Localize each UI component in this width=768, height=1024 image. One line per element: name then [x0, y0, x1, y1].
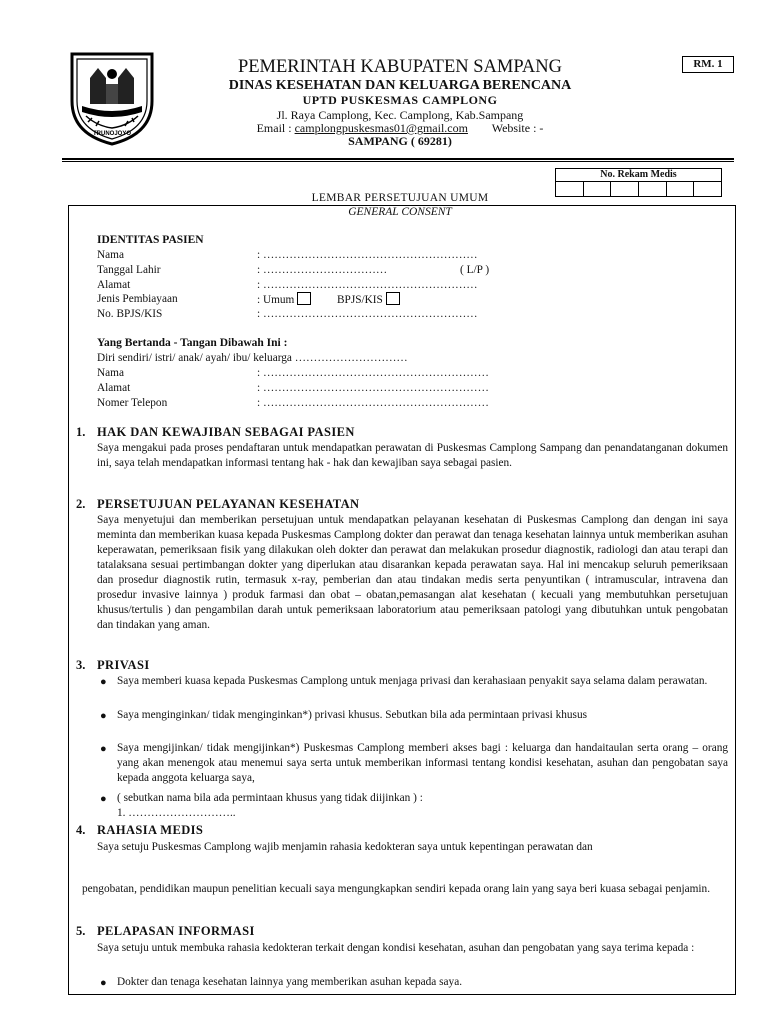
seal-text: TRUNOJOYO: [92, 131, 132, 137]
record-digit-box[interactable]: [694, 182, 721, 196]
privacy-list-line[interactable]: 1. ………………………..: [117, 807, 236, 819]
identity-field-address[interactable]: : …………………………………………………: [257, 279, 478, 291]
rm-badge: RM. 1: [682, 56, 734, 73]
identity-label-address: Alamat: [97, 279, 131, 291]
section-4-number: 4.: [76, 823, 86, 837]
section-4-text: Saya setuju Puskesmas Camplong wajib menjamin rahasia kedokteran saya untuk kepentingan perawatan dan: [97, 841, 593, 853]
medical-record-number-box: [555, 168, 722, 197]
payment-umum-label: : Umum: [257, 294, 295, 306]
government-name: PEMERINTAH KABUPATEN SAMPANG: [237, 57, 563, 77]
identity-label-name: Nama: [97, 249, 124, 261]
bullet-icon: ●: [100, 977, 107, 989]
identity-field-name[interactable]: : …………………………………………………: [257, 249, 478, 261]
section-2-number: 2.: [76, 497, 86, 511]
email-link[interactable]: camplongpuskesmas01@gmail.com: [294, 121, 468, 135]
section-5-number: 5.: [76, 924, 86, 938]
payment-bpjs-label: BPJS/KIS: [337, 294, 383, 306]
signer-field-name[interactable]: : ……………………………………………………: [257, 367, 489, 379]
release-item-1: Dokter dan tenaga kesehatan lainnya yang memberikan asuhan kepada saya.: [117, 976, 463, 988]
city: SAMPANG ( 69281): [348, 134, 452, 148]
identity-field-bpjs[interactable]: : …………………………………………………: [257, 308, 478, 320]
record-digit-box[interactable]: [667, 182, 695, 196]
form-subtitle: GENERAL CONSENT: [348, 206, 452, 218]
record-digit-box[interactable]: [584, 182, 612, 196]
section-2-title: PERSETUJUAN PELAYANAN KESEHATAN: [97, 497, 360, 511]
signer-field-address[interactable]: : ……………………………………………………: [257, 382, 489, 394]
section-2-text: Saya menyetujui dan memberikan persetujuan untuk mendapatkan pelayanan kesehatan di Puskesmas Camplong dan dengan ini saya meminta dan memberikan kuasa kepada Puskesmas Camplong dokter dan perawat dan tenaga kesehatan lainnya untuk memberikan asuhan keperawatan, pemeriksaan fisik yang dilakukan oleh dokter dan perawat dan melakukan prosedur diagnostik, radiologi dan atau terapi dan tatalaksana sesuai pertimbangan dokter yang diperlukan atau disarankan kepada perawatan saya. Hal ini mencakup seluruh pemeriksaan dan prosedur diagnostik rutin, termasuk x-ray, pemberian dan atau tindakan medis serta penyuntikan ( intramuscular, intravena dan prosedur invasive lainnya ) produk farmasi dan obat – obatan,pemasangan alat kesehatan ( kecuali yang membutuhkan persetujuan khusus/tertulis ) dan pengambilan darah untuk pemeriksaan laboratorium atau pemeriksaan patologi yang dibutuhkan untuk pengobatan dan tindakan yang aman.: [97, 514, 728, 631]
section-3-number: 3.: [76, 658, 86, 672]
signer-label-phone: Nomer Telepon: [97, 397, 168, 409]
bullet-icon: ●: [100, 676, 107, 688]
gender-field[interactable]: ( L/P ): [460, 264, 490, 276]
signer-relation[interactable]: Diri sendiri/ istri/ anak/ ayah/ ibu/ keluarga …………………………: [97, 352, 408, 364]
email-label: Email :: [256, 121, 292, 135]
government-seal-logo: [62, 46, 162, 148]
form-title: LEMBAR PERSETUJUAN UMUM: [311, 192, 489, 204]
section-3-title: PRIVASI: [97, 658, 150, 672]
bullet-icon: ●: [100, 743, 107, 755]
signer-label-name: Nama: [97, 367, 124, 379]
signer-label-address: Alamat: [97, 382, 131, 394]
record-digit-box[interactable]: [556, 182, 584, 196]
section-5-text: Saya setuju untuk membuka rahasia kedokteran terkait dengan kondisi kesehatan, asuhan dan pengobatan yang saya terima kepada :: [97, 942, 695, 954]
agency-name: DINAS KESEHATAN DAN KELUARGA BERENCANA: [228, 78, 572, 93]
payment-options: [257, 292, 400, 308]
identity-label-birthdate: Tanggal Lahir: [97, 264, 161, 276]
section-5-title: PELAPASAN INFORMASI: [97, 924, 255, 938]
medical-record-label: No. Rekam Medis: [556, 169, 721, 182]
privacy-item-2: Saya menginginkan/ tidak menginginkan*) privasi khusus. Sebutkan bila ada permintaan privasi khusus: [117, 709, 587, 721]
privacy-item-1: Saya memberi kuasa kepada Puskesmas Camplong untuk menjaga privasi dan kerahasiaan penyakit saya selama dalam perawatan.: [117, 675, 708, 687]
bullet-icon: ●: [100, 793, 107, 805]
signer-heading: Yang Bertanda - Tangan Dibawah Ini :: [97, 337, 288, 349]
section-1-number: 1.: [76, 425, 86, 439]
header-divider: [62, 158, 734, 160]
website: Website : -: [491, 121, 544, 135]
unit-name: UPTD PUSKESMAS CAMPLONG: [302, 93, 498, 107]
bpjs-checkbox[interactable]: [386, 292, 400, 305]
section-4-text-continued: pengobatan, pendidikan maupun penelitian kecuali saya mengungkapkan sendiri kepada orang lain yang saya beri kuasa sebagai penjamin.: [82, 883, 711, 895]
record-digit-box[interactable]: [639, 182, 667, 196]
contact-line: [160, 122, 640, 134]
record-digit-box[interactable]: [611, 182, 639, 196]
address: Jl. Raya Camplong, Kec. Camplong, Kab.Sampang: [276, 108, 524, 122]
bullet-icon: ●: [100, 710, 107, 722]
identity-label-payment: Jenis Pembiayaan: [97, 293, 178, 305]
privacy-item-3: Saya mengijinkan/ tidak mengijinkan*) Puskesmas Camplong memberi akses bagi : keluarga dan handaitaulan serta orang – orang yang akan menengok atau menemui saya serta untuk memberikan informasi tentang kondisi kesehatan, asuhan dan pengobatan saya kepada anggota keluarga saya,: [117, 742, 728, 784]
identity-label-bpjs: No. BPJS/KIS: [97, 308, 163, 320]
section-1-text: Saya mengakui pada proses pendaftaran untuk mendapatkan perawatan di Puskesmas Camplong Sampang dan penandatanganan dokumen ini, saya telah mendapatkan informasi tentang hak - hak dan kewajiban saya sebagai pasien.: [97, 442, 728, 469]
identity-heading: IDENTITAS PASIEN: [97, 234, 204, 246]
privacy-item-4: ( sebutkan nama bila ada permintaan khusus yang tidak diijinkan ) :: [117, 792, 423, 804]
signer-field-phone[interactable]: : ……………………………………………………: [257, 397, 489, 409]
identity-field-birthdate[interactable]: : ……………………………: [257, 264, 388, 276]
section-4-title: RAHASIA MEDIS: [97, 823, 204, 837]
section-1-title: HAK DAN KEWAJIBAN SEBAGAI PASIEN: [97, 425, 355, 439]
header-divider-thin: [62, 161, 734, 162]
umum-checkbox[interactable]: [297, 292, 311, 305]
